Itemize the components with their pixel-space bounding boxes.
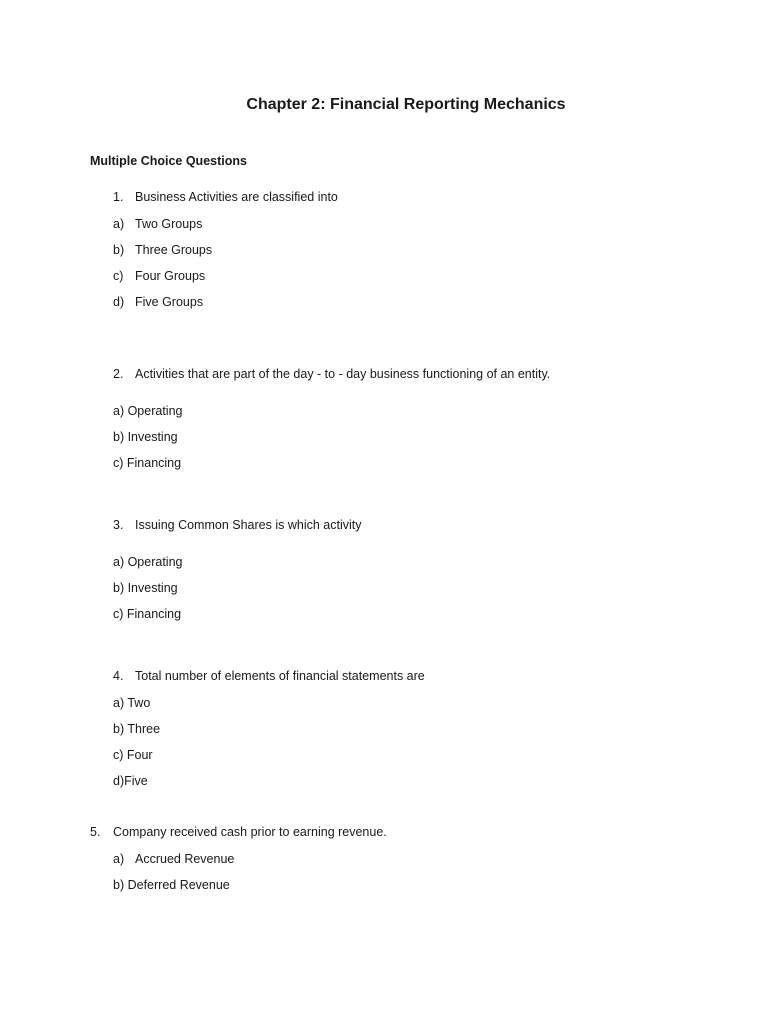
option-text: Four Groups bbox=[135, 269, 206, 283]
option-marker: d) bbox=[113, 295, 125, 309]
page-title: Chapter 2: Financial Reporting Mechanics bbox=[246, 96, 566, 113]
question-number: 5. bbox=[90, 825, 101, 839]
option-text: a) Operating bbox=[113, 404, 183, 418]
question-number: 1. bbox=[113, 190, 124, 204]
option-marker: b) bbox=[113, 243, 125, 257]
option-text: a) Two bbox=[113, 696, 151, 710]
option-text: b) Three bbox=[113, 722, 161, 736]
option-text: d)Five bbox=[113, 774, 148, 788]
question-text: Activities that are part of the day - to - day business functioning of an entity. bbox=[135, 367, 551, 381]
option-text: Three Groups bbox=[135, 243, 213, 257]
option-text: b) Investing bbox=[113, 581, 178, 595]
question-text: Business Activities are classified into bbox=[135, 190, 338, 204]
option-text: c) Financing bbox=[113, 607, 182, 621]
question-text: Company received cash prior to earning revenue. bbox=[113, 825, 387, 839]
option-text: Two Groups bbox=[135, 217, 203, 231]
question-number: 2. bbox=[113, 367, 124, 381]
option-marker: a) bbox=[113, 852, 125, 866]
question-text: Total number of elements of financial statements are bbox=[135, 669, 425, 683]
question-text: Issuing Common Shares is which activity bbox=[135, 518, 362, 532]
option-text: b) Deferred Revenue bbox=[113, 878, 230, 892]
question-number: 3. bbox=[113, 518, 124, 532]
option-text: a) Operating bbox=[113, 555, 183, 569]
option-text: c) Four bbox=[113, 748, 153, 762]
option-marker: c) bbox=[113, 269, 124, 283]
option-text: c) Financing bbox=[113, 456, 182, 470]
option-marker: a) bbox=[113, 217, 125, 231]
section-heading: Multiple Choice Questions bbox=[90, 154, 247, 168]
option-text: Accrued Revenue bbox=[135, 852, 235, 866]
question-number: 4. bbox=[113, 669, 124, 683]
option-text: Five Groups bbox=[135, 295, 204, 309]
option-text: b) Investing bbox=[113, 430, 178, 444]
